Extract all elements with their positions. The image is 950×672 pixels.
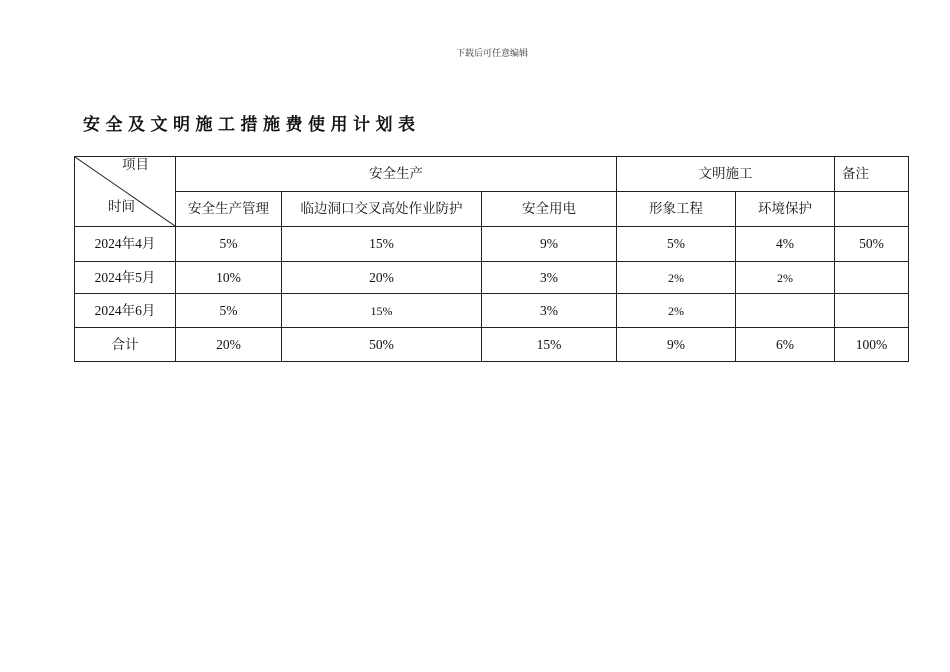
table-cell: 50% [282,328,482,362]
table-cell: 2% [617,294,736,328]
table-cell: 20% [282,262,482,294]
subheader-electrical-safety: 安全用电 [482,192,617,227]
subheader-edge-protection: 临边洞口交叉高处作业防护 [282,192,482,227]
corner-label-time: 时间 [108,199,135,214]
table-cell [835,294,909,328]
table-cell: 100% [835,328,909,362]
header-row-groups [75,157,909,192]
group-header-civil: 文明施工 [617,157,835,192]
row-period: 2024年5月 [75,262,176,294]
group-header-remark: 备注 [835,157,909,192]
table-cell: 3% [482,294,617,328]
header-note: 下载后可任意编辑 [455,48,528,58]
table-cell [736,294,835,328]
corner-label-project: 项目 [122,157,149,172]
table-cell: 9% [617,328,736,362]
table-cell: 10% [176,262,282,294]
table-cell: 15% [482,328,617,362]
table-cell: 9% [482,227,617,262]
table-row [75,227,909,262]
table-row-total [75,328,909,362]
expense-plan-table [74,156,909,362]
group-header-safety: 安全生产 [176,157,617,192]
table-cell: 15% [282,294,482,328]
header-row-subcategories [75,192,909,227]
table-cell: 20% [176,328,282,362]
row-period: 2024年6月 [75,294,176,328]
diagonal-corner-cell [75,157,176,227]
table-cell: 6% [736,328,835,362]
subheader-environmental: 环境保护 [736,192,835,227]
table-row [75,262,909,294]
table-cell: 5% [176,294,282,328]
table-cell: 5% [617,227,736,262]
subheader-safety-management: 安全生产管理 [176,192,282,227]
table-cell: 50% [835,227,909,262]
table-cell [835,262,909,294]
table-cell: 5% [176,227,282,262]
table-cell: 3% [482,262,617,294]
table-cell: 2% [617,262,736,294]
table-row [75,294,909,328]
subheader-image-project: 形象工程 [617,192,736,227]
row-period: 合计 [75,328,176,362]
table-cell: 15% [282,227,482,262]
row-period: 2024年4月 [75,227,176,262]
subheader-remark-empty [835,192,909,227]
table-cell: 4% [736,227,835,262]
document-title: 安全及文明施工措施费使用计划表 [83,115,421,134]
table-cell: 2% [736,262,835,294]
